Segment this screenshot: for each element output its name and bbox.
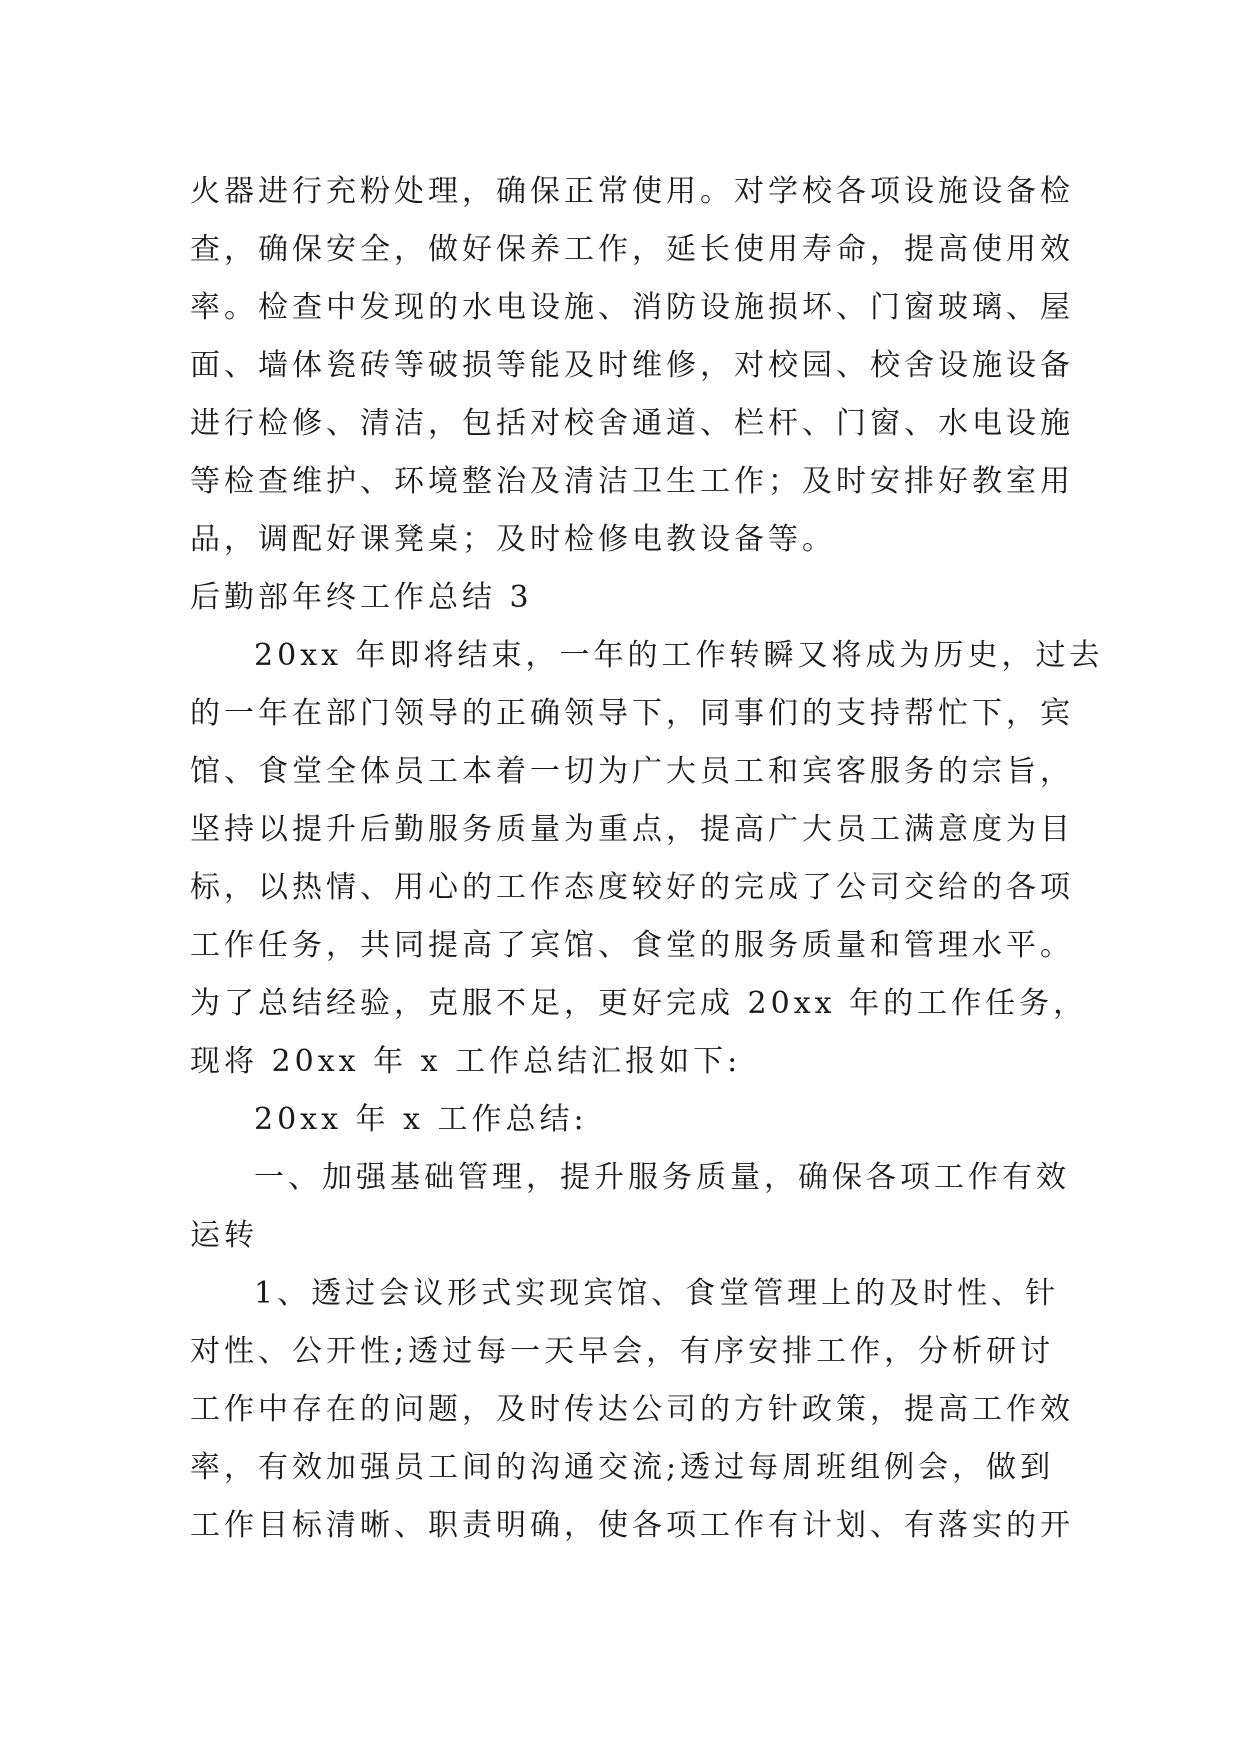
text-line: 工作任务，共同提高了宾馆、食堂的服务质量和管理水平。 [190, 928, 1074, 963]
text-line: 工作中存在的问题，及时传达公司的方针政策，提高工作效 [190, 1392, 1074, 1427]
text-line: 率，有效加强员工间的沟通交流;透过每周班组例会，做到 [190, 1450, 1055, 1485]
document-body [190, 163, 1104, 1555]
text-line: 火器进行充粉处理，确保正常使用。对学校各项设施设备检 [190, 174, 1074, 209]
text-line: 面、墙体瓷砖等破损等能及时维修，对校园、校舍设施设备 [190, 348, 1074, 383]
text-line: 为了总结经验，克服不足，更好完成 20xx 年的工作任务， [190, 986, 1088, 1021]
text-line: 1、透过会议形式实现宾馆、食堂管理上的及时性、针 [254, 1276, 1060, 1311]
text-line: 工作目标清晰、职责明确，使各项工作有计划、有落实的开 [190, 1508, 1074, 1543]
text-line: 率。检查中发现的水电设施、消防设施损坏、门窗玻璃、屋 [190, 290, 1074, 325]
text-line: 品，调配好课凳桌；及时检修电教设备等。 [190, 522, 836, 557]
text-line: 的一年在部门领导的正确领导下，同事们的支持帮忙下，宾 [190, 696, 1074, 731]
text-line: 现将 20xx 年 x 工作总结汇报如下: [190, 1044, 742, 1079]
text-line: 20xx 年 x 工作总结: [254, 1102, 588, 1137]
text-line: 馆、食堂全体员工本着一切为广大员工和宾客服务的宗旨， [190, 754, 1074, 789]
section-heading: 后勤部年终工作总结 3 [190, 580, 533, 615]
text-line: 20xx 年即将结束，一年的工作转瞬又将成为历史，过去 [254, 638, 1104, 673]
text-line: 标，以热情、用心的工作态度较好的完成了公司交给的各项 [190, 870, 1074, 905]
text-line: 查，确保安全，做好保养工作，延长使用寿命，提高使用效 [190, 232, 1074, 267]
text-line: 等检查维护、环境整治及清洁卫生工作；及时安排好教室用 [190, 464, 1074, 499]
text-line: 坚持以提升后勤服务质量为重点，提高广大员工满意度为目 [190, 812, 1074, 847]
text-line: 对性、公开性;透过每一天早会，有序安排工作，分析研讨 [190, 1334, 1055, 1369]
text-line: 进行检修、清洁，包括对校舍通道、栏杆、门窗、水电设施 [190, 406, 1074, 441]
text-line: 一、加强基础管理，提升服务质量，确保各项工作有效 [254, 1160, 1070, 1195]
text-line: 运转 [190, 1218, 258, 1253]
